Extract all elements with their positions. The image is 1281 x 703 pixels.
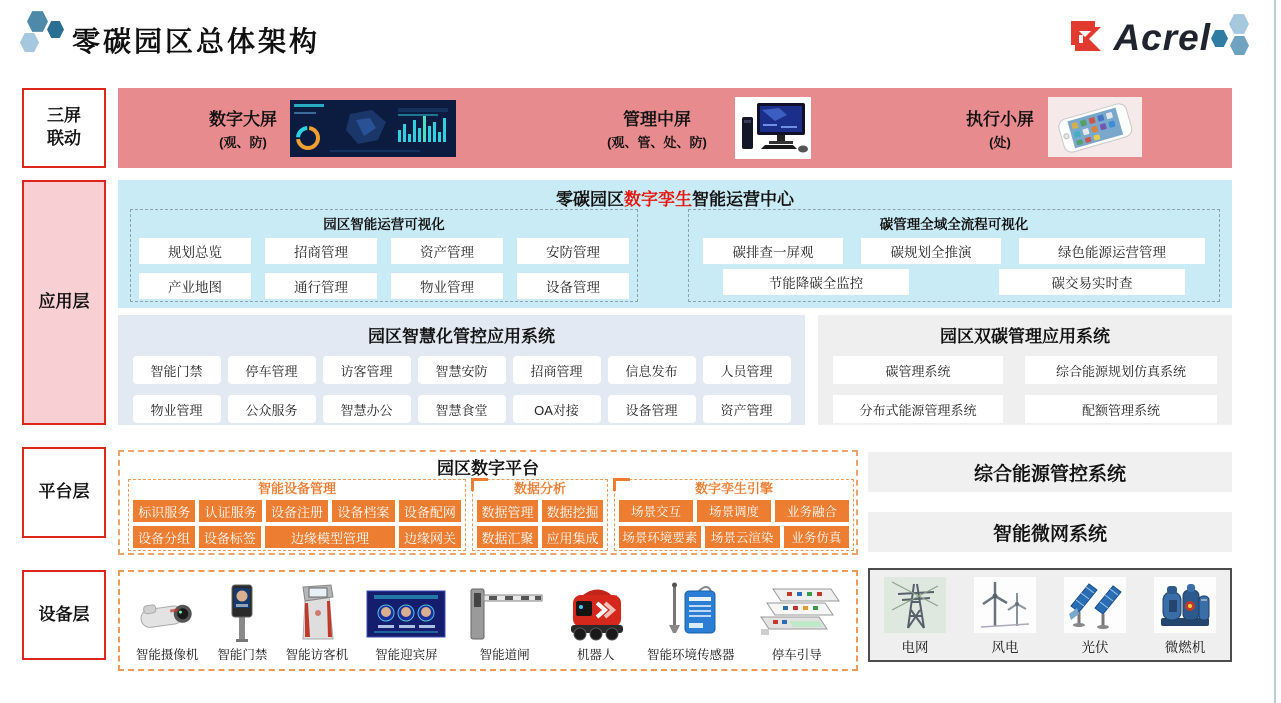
panel-title: 园区智慧化管控应用系统 — [368, 327, 555, 346]
smart-control-panel — [118, 315, 805, 425]
app-cell[interactable]: 设备管理 — [608, 395, 696, 423]
device-mgmt-group: 智能设备管理 标识服务 认证服务 设备注册 设备档案 设备配网 设备分组 设备标签 边缘模型管理 边缘网关 — [128, 479, 466, 551]
platform-cell[interactable]: 场景环境要素 — [619, 526, 701, 548]
platform-cell[interactable]: 设备分组 — [133, 526, 195, 548]
group-title: 园区智能运营可视化 — [323, 217, 445, 232]
app-cell[interactable]: 访客管理 — [323, 356, 411, 384]
app-cell[interactable]: 碳管理系统 — [833, 356, 1003, 384]
platform-cell[interactable]: 业务融合 — [775, 500, 849, 522]
app-cell[interactable]: 节能降碳全监控 — [723, 269, 909, 295]
energy-item: 光伏 — [1064, 577, 1126, 656]
brand-hexagon-icon — [1229, 13, 1249, 35]
page-title: 零碳园区总体架构 — [72, 26, 321, 57]
platform-cell[interactable]: 边缘网关 — [399, 526, 461, 548]
app-cell[interactable]: 通行管理 — [265, 273, 377, 299]
app-cell[interactable]: 碳交易实时查 — [999, 269, 1185, 295]
energy-item: 微燃机 — [1154, 577, 1216, 656]
welcome-screen-image — [366, 585, 446, 643]
layer-label-application: 应用层 — [22, 180, 106, 425]
brand-name: Acrel — [1113, 17, 1211, 58]
platform-cell[interactable]: 认证服务 — [199, 500, 261, 522]
app-cell[interactable]: 停车管理 — [228, 356, 316, 384]
app-cell[interactable]: 招商管理 — [513, 356, 601, 384]
carbon-visual-group — [688, 209, 1220, 302]
platform-cell[interactable]: 设备标签 — [199, 526, 261, 548]
barrier-gate-image — [465, 585, 545, 643]
layer-label-device: 设备层 — [22, 570, 106, 660]
device-item: 智能迎宾屏 — [366, 585, 446, 663]
brand-logo — [1061, 12, 1263, 64]
app-cell[interactable]: 物业管理 — [133, 395, 221, 423]
app-cell[interactable]: 物业管理 — [391, 273, 503, 299]
visitor-kiosk-image — [291, 583, 343, 643]
device-item: 智能摄像机 — [135, 591, 199, 663]
platform-cell[interactable]: 边缘模型管理 — [265, 526, 395, 548]
mid-screen-label: 管理中屏 (观、管、处、防) — [607, 110, 707, 150]
energy-control-system-bar: 综合能源管控系统 — [868, 452, 1232, 492]
app-cell[interactable]: 智慧安防 — [418, 356, 506, 384]
smart-device-box — [118, 570, 858, 671]
big-screen-label: 数字大屏 (观、防) — [209, 110, 277, 150]
env-sensor-image — [663, 581, 719, 643]
platform-cell[interactable]: 设备配网 — [399, 500, 461, 522]
wind-power-image — [979, 580, 1031, 630]
app-cell[interactable]: 碳规划全推演 — [861, 238, 1001, 264]
title-hexagon-icon — [27, 10, 48, 33]
app-cell[interactable]: 配额管理系统 — [1025, 395, 1217, 423]
platform-cell[interactable]: 数据汇聚 — [477, 526, 538, 548]
layer-label-platform: 平台层 — [22, 447, 106, 538]
app-cell[interactable]: 资产管理 — [703, 395, 791, 423]
app-cell[interactable]: 分布式能源管理系统 — [833, 395, 1003, 423]
device-item: 停车引导 — [753, 585, 841, 663]
app-cell[interactable]: 招商管理 — [265, 238, 377, 264]
energy-source-box — [868, 568, 1232, 662]
dual-carbon-panel — [818, 315, 1232, 425]
platform-cell[interactable]: 设备档案 — [332, 500, 394, 522]
device-item: 智能访客机 — [286, 583, 349, 663]
layer-label-three-screens: 三屏联动 — [22, 88, 106, 168]
app-cell[interactable]: 信息发布 — [608, 356, 696, 384]
platform-cell[interactable]: 场景交互 — [619, 500, 693, 522]
phone-image — [1048, 97, 1142, 157]
energy-item: 风电 — [974, 577, 1036, 656]
device-item: 智能道闸 — [465, 585, 545, 663]
page-right-accent-line — [1274, 0, 1276, 703]
platform-cell[interactable]: 业务仿真 — [784, 526, 849, 548]
computer-image — [735, 97, 811, 159]
data-analysis-group: 数据分析 数据管理 数据挖掘 数据汇聚 应用集成 — [472, 479, 608, 551]
panel-title: 园区数字平台 — [437, 459, 539, 478]
smart-camera-image — [135, 591, 199, 643]
app-cell[interactable]: 绿色能源运营管理 — [1019, 238, 1205, 264]
small-screen-label: 执行小屏 (处) — [966, 110, 1034, 150]
device-item: 智能环境传感器 — [647, 581, 735, 663]
app-cell[interactable]: 设备管理 — [517, 273, 629, 299]
platform-cell[interactable]: 数据挖掘 — [542, 500, 603, 522]
smart-operation-visual-group — [130, 209, 638, 302]
operation-center-panel — [118, 180, 1232, 308]
title-hexagon-icon — [20, 32, 39, 53]
app-cell[interactable]: 综合能源规划仿真系统 — [1025, 356, 1217, 384]
app-cell[interactable]: 碳排查一屏观 — [703, 238, 843, 264]
twin-engine-group: 数字孪生引擎 场景交互 场景调度 业务融合 场景环境要素 场景云渲染 业务仿真 — [614, 479, 854, 551]
app-cell[interactable]: 智能门禁 — [133, 356, 221, 384]
micro-turbine-image — [1157, 580, 1213, 630]
app-cell[interactable]: 智慧食堂 — [418, 395, 506, 423]
operation-center-title: 零碳园区数字孪生智能运营中心 — [556, 190, 794, 209]
brand-hexagon-icon — [1230, 35, 1249, 56]
group-title: 碳管理全域全流程可视化 — [879, 217, 1029, 232]
robot-image — [563, 583, 629, 643]
acrel-logo-icon — [1061, 15, 1107, 61]
app-cell[interactable]: 资产管理 — [391, 238, 503, 264]
app-cell[interactable]: 公众服务 — [228, 395, 316, 423]
app-cell[interactable]: 产业地图 — [139, 273, 251, 299]
solar-pv-image — [1067, 580, 1123, 630]
platform-cell[interactable]: 数据管理 — [477, 500, 538, 522]
platform-cell[interactable]: 场景调度 — [697, 500, 771, 522]
device-item: 机器人 — [563, 583, 629, 663]
app-cell[interactable]: OA对接 — [513, 395, 601, 423]
energy-item: 电网 — [884, 577, 946, 656]
app-cell[interactable]: 人员管理 — [703, 356, 791, 384]
power-grid-image — [890, 580, 940, 630]
platform-cell[interactable]: 设备注册 — [266, 500, 328, 522]
platform-cell[interactable]: 应用集成 — [542, 526, 603, 548]
app-cell[interactable]: 规划总览 — [139, 238, 251, 264]
three-screens-band — [118, 88, 1232, 168]
panel-title: 园区双碳管理应用系统 — [940, 327, 1110, 346]
device-item: 智能门禁 — [217, 583, 267, 663]
platform-cell[interactable]: 场景云渲染 — [705, 526, 780, 548]
platform-cell[interactable]: 标识服务 — [133, 500, 195, 522]
micro-grid-system-bar: 智能微网系统 — [868, 512, 1232, 552]
access-terminal-image — [224, 583, 260, 643]
title-hexagon-icon — [47, 20, 64, 39]
parking-guide-image — [753, 585, 841, 643]
app-cell[interactable]: 智慧办公 — [323, 395, 411, 423]
brand-hexagon-icon — [1211, 29, 1228, 48]
dashboard-screen-image — [290, 100, 456, 157]
app-cell[interactable]: 安防管理 — [517, 238, 629, 264]
digital-platform-panel — [118, 450, 858, 555]
